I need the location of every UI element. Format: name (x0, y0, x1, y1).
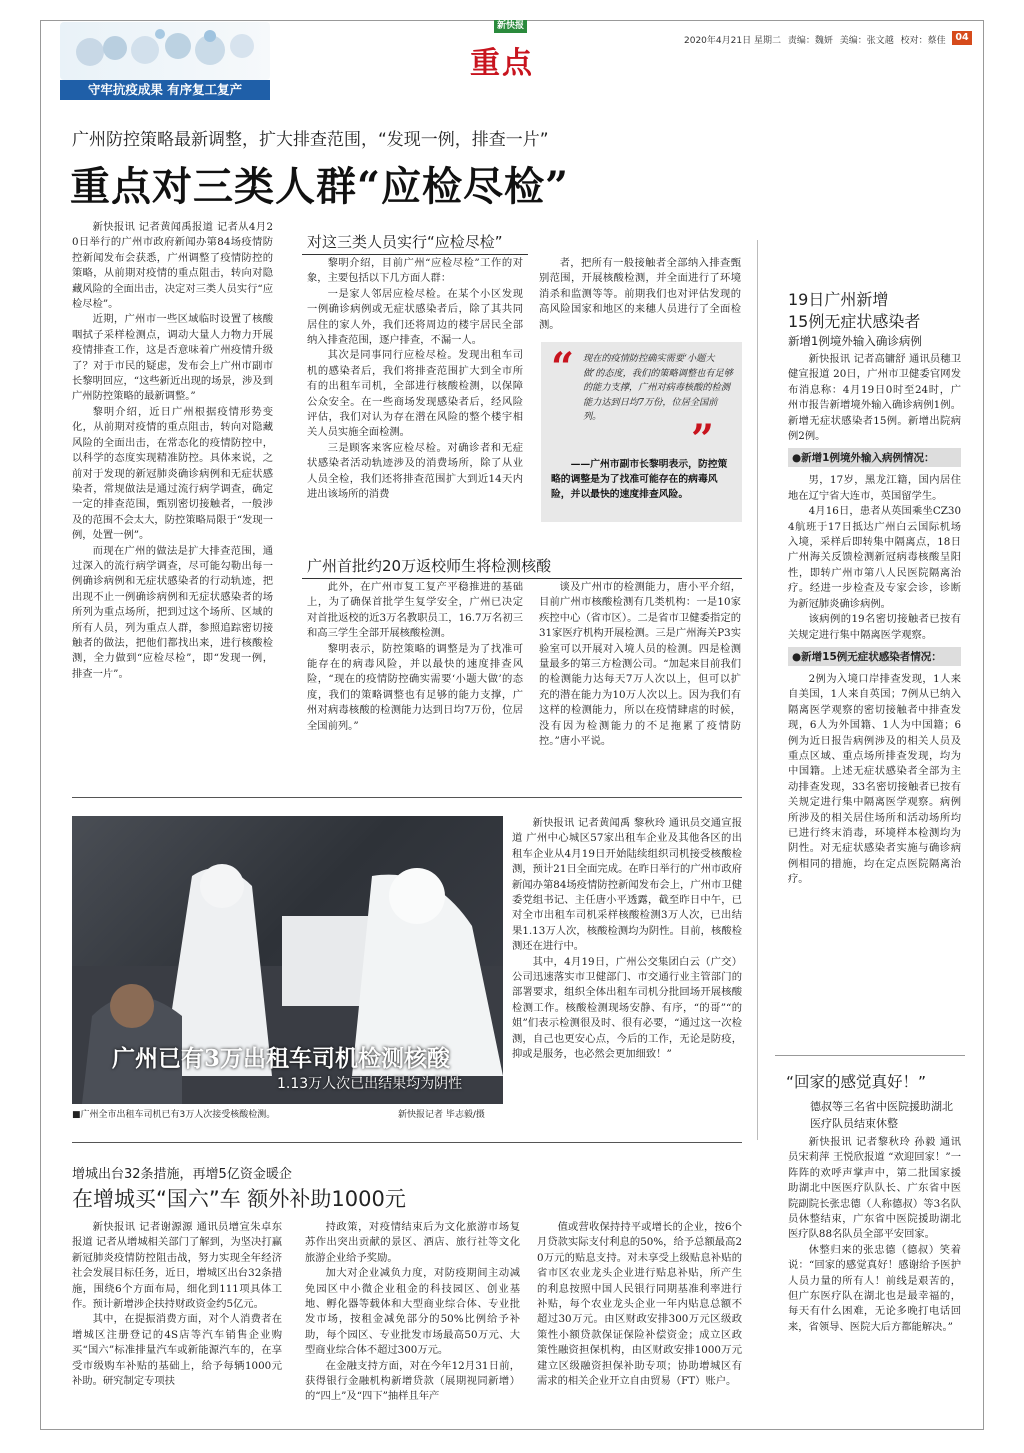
main-col1-p3: 黎明介绍，近日广州根据疫情形势变化，从前期对疫情的重点阻击，转向对隐藏风险的全面出击，在常态化的疫情防控中，以科学的态度实现精准防控。具体来说，之前对于发现的新冠肺炎确诊病例和无症状感染者，常规做法是通过流行病学调查，确定一定的排查范围，甄别密切接触者，一般涉及的范围不会太大，防控策略局限于“发现一例，处置一例”。 (72, 405, 273, 542)
designer: 美编：张文越 (839, 36, 894, 46)
quote-text: 现在的疫情防控确实需要‘小题大做’的态度，我们的策略调整也有足够的能力支撑，广州对病毒核酸的检测能力达到日均7万份，位居全国前列。 (583, 353, 733, 422)
photo-credit: 新快报记者 毕志毅/摄 (398, 1110, 485, 1120)
main-col3 (539, 256, 741, 336)
side1-title-line2: 15例无症状感染者 (788, 312, 921, 331)
side1-box2-heading: ●新增15例无症状感染者情况： (788, 647, 961, 666)
main-col2-p2: 一是家人邻居应检尽检。在某个小区发现一例确诊病例或无症状感染者后，除了其共同居住的家人外，我们还将周边的楼宇居民全部纳入排查范围，逐户排查，不漏一人。 (307, 287, 523, 347)
zengcheng-col2-p1: 持政策，对疫情结束后为文化旅游市场复苏作出突出贡献的景区、酒店、旅行社等文化旅游企业给予奖励。 (305, 1221, 520, 1264)
side2-body (788, 1135, 961, 1420)
main-col2 (307, 256, 523, 536)
side1-p5: 2例为入境口岸排查发现，1人来自美国，1人来自英国；7例从已纳入隔离医学观察的密切接触者中排查发现，6人为外国籍、1人为中国籍；6例为近日报告病例涉及的相关人员及重点区域、重点场所排查发现，均为中国籍。上述无症状感染者全部为主动排查发现，33名密切接触者已按有关规定进行集中隔离医学观察。病例所涉及的相关居住场所和活动场所均已进行终末消毒，环境样本检测均为阴性。对无症状感染者实施与确诊病例相同的措施，均在定点医院隔离治疗。 (788, 672, 961, 886)
quote-close-mark: ” (691, 416, 715, 463)
main-col1-p2: 近期，广州市一些区域临时设置了核酸咽拭子采样检测点，调动大量人力物力开展疫情排查工作，这是否意味着广州疫情升级了？对于市民的疑虑，发布会上广州市副市长黎明回应，“这些新近出现的场景，涉及到广州防控策略的最新调整。” (72, 313, 273, 403)
side1-p2: 男，17岁，黑龙江籍，国内居住地在辽宁省大连市，英国留学生。 (788, 474, 961, 502)
logo-small: 新快报 (494, 20, 527, 33)
side1-title-line1: 19日广州新增 (788, 290, 889, 309)
side1-box1-heading: ●新增1例境外输入病例情况： (788, 448, 961, 467)
main-bottom-rule (72, 797, 742, 798)
main-kicker: 广州防控策略最新调整，扩大排查范围，“发现一例，排查一片” (72, 130, 549, 150)
main-headline: 重点对三类人群“应检尽检” (70, 163, 570, 210)
banner-label: 守牢抗疫成果 有序复工复产 (60, 80, 270, 100)
main-col5 (539, 580, 741, 780)
section2-rule (302, 578, 742, 579)
quote-open-mark: “ (551, 344, 575, 391)
zengcheng-col1-p2: 其中，在提振消费方面，对个人消费者在增城区注册登记的4S店等汽车销售企业购买“国六”标准排量汽车或新能源汽车的，在享受市级购车补贴的基础上，给予每辆1000元补助。研究制定专项扶 (72, 1313, 282, 1388)
taxi-p1: 新快报讯 记者黄闻禹 黎秋玲 通讯员交通宣报道 广州中心城区57家出租车企业及其他各区的出租车企业从4月19日开始陆续组织司机接受核酸检测，预计21日全面完成。在昨日举行的广州市政府新闻办第84场疫情防控新闻发布会上，广州市卫健委党组书记、主任唐小平透露，截至昨日中午，已对全市出租车司机采样核酸检测3万人次，已出结果1.13万人次，核酸检测均为阴性。目前，核酸检测还在进行中。 (512, 817, 742, 953)
zengcheng-kicker: 增城出台32条措施，再增5亿资金暖企 (72, 1167, 292, 1182)
zengcheng-headline: 在增城买“国六”车 额外补助1000元 (72, 1187, 406, 1211)
main-col3-p1: 者，把所有一般接触者全部纳入排查甄别范围，开展核酸检测，并全面进行了环境消杀和监测等等。前期我们也对评估发现的高风险国家和地区的来穗人员进行了全面检测。 (539, 257, 741, 331)
taxi-photo (72, 816, 503, 1104)
side2-title: “回家的感觉真好！” (786, 1073, 927, 1091)
quote-box (541, 342, 742, 522)
photo-subheadline: 1.13万人次已出结果均为阴性 (277, 1076, 463, 1092)
side1-body (788, 352, 961, 1042)
zengcheng-col2 (305, 1220, 520, 1415)
main-col1-p1: 新快报讯 记者黄闻禹报道 记者从4月20日举行的广州市政府新闻办第84场疫情防控新闻发布会获悉，广州调整了疫情防控的策略，从前期对疫情的重点阻击，转向对隐藏风险的全面出击，决定对三类人员实行“应检尽检”。 (72, 221, 273, 311)
side2-subtitle: 德叔等三名省中医院援助湖北医疗队员结束休整 (810, 1100, 953, 1130)
main-col2-p1: 黎明介绍，目前广州“应检尽检”工作的对象，主要包括以下几方面人群： (307, 257, 523, 285)
main-col1-p4: 而现在广州的做法是扩大排查范围，通过深入的流行病学调查，尽可能勾勒出每一例确诊病例和无症状感染者的行动轨迹，把出现不止一例确诊病例和无症状感染者的场所列为重点场所，把到过这个场所、区域的所有人员，列为重点人群，参照追踪密切接触者的做法，把他们都找出来，进行核酸检测，全力做到“应检尽检”，即“发现一例，排查一片”。 (72, 544, 273, 680)
header-info (684, 33, 946, 46)
side1-p1: 新快报讯 记者高镛舒 通讯员穗卫健宣报道 20日，广州市卫健委官网发布消息称：4月19日0时至24时，广州市报告新增境外输入确诊病例1例。新增无症状感染者15例。新增出院病例2例。 (788, 353, 961, 443)
zengcheng-top-rule (72, 1142, 742, 1143)
side1-subtitle: 新增1例境外输入确诊病例 (788, 334, 922, 348)
proofreader: 校对：蔡佳 (900, 36, 946, 46)
main-col1 (72, 220, 273, 780)
page-number: 04 (952, 31, 972, 45)
zengcheng-col1-p1: 新快报讯 记者谢源源 通讯员增宣朱卓东报道 记者从增城相关部门了解到，为坚决打赢新冠肺炎疫情防控阻击战，努力实现全年经济社会发展目标任务，近日，增城区出台32条措施，围绕6个方面布局，细化到111项具体工作。预计新增涉企扶持财政资金约5亿元。 (72, 1221, 282, 1311)
main-col4-p1: 此外，在广州市复工复产平稳推进的基础上，为了确保首批学生复学安全，广州已决定对首批返校的近3万名教职员工，16.7万名初三和高三学生全部开展核酸检测。 (307, 581, 523, 640)
section-title: 重点 (470, 46, 534, 81)
side1-p3: 4月16日，患者从英国乘坐CZ304航班于17日抵达广州白云国际机场入境，采样后即转集中隔离点，18日广州海关反馈检测新冠病毒核酸呈阳性，即转广州市第八人民医院隔离治疗。经进一步检查及专家会诊，诊断为新冠肺炎确诊病例。 (788, 505, 961, 610)
editor: 责编：魏妍 (787, 36, 833, 46)
photo-headline: 广州已有3万出租车司机检测核酸 (112, 1045, 451, 1072)
zengcheng-col2-p3: 在金融支持方面，对在今年12月31日前，获得银行金融机构新增贷款（展期视同新增）的“四上”及“四下”抽样且年产 (305, 1359, 520, 1403)
side1-p4: 该病例的19名密切接触者已按有关规定进行集中隔离医学观察。 (788, 613, 961, 641)
section2-title: 广州首批约20万返校师生将检测核酸 (307, 557, 552, 575)
main-divider-v (757, 240, 758, 1140)
section1-rule (302, 254, 528, 255)
taxi-body (512, 816, 742, 1116)
banner-graphic (60, 22, 270, 80)
section1-title: 对这三类人员实行“应检尽检” (307, 233, 503, 251)
zengcheng-col3 (537, 1220, 742, 1415)
zengcheng-col2-p2: 加大对企业减负力度，对防疫期间主动减免园区中小微企业租金的科技园区、创业基地、孵化器等载体和大型商业综合体、专业批发市场，按租金减免部分的50%比例给予补助，每个园区、专业批发市场最高50万元、大型商业综合体不超过300万元。 (305, 1267, 520, 1357)
zengcheng-col1 (72, 1220, 282, 1415)
main-col5-p1: 谈及广州市的检测能力，唐小平介绍，目前广州市核酸检测有几类机构：一是10家疾控中心（省市区）。二是省市卫健委指定的31家医疗机构开展检测。三是广州海关P3实验室可以开展对入境人员的检测。四是检测量最多的第三方检测公司。“加起来目前我们的检测能力达每天7万人次以上，但可以扩充的潜在能力为10万人次以上。因为我们有这样的检测能力，所以在疫情肆虐的时候，没有因为检测能力的不足拖累了疫情防控。”唐小平说。 (539, 581, 741, 748)
taxi-p2: 其中，4月19日，广州公交集团白云（广交）公司迅速落实市卫健部门、市交通行业主管部门的部署要求，组织全体出租车司机分批回场开展核酸检测工作。核酸检测现场安静、有序，“的哥”“的姐”们表示检测很及时、很有必要，“通过这一次检测，自己也更安心点，今后的工作，无论是防疫，抑或是服务，也必然会更加细致！” (512, 955, 742, 1061)
side2-p1: 新快报讯 记者黎秋玲 孙毅 通讯员宋莉萍 王悦欣报道 “欢迎回家！”一阵阵的欢呼声掌声中，第二批国家援助湖北中医医疗队队长、广东省中医院副院长张忠德（人称德叔）等3名队员休整结束，广东省中医院援助湖北医疗队88名队员全部平安回家。 (788, 1136, 961, 1241)
zengcheng-col3-p1: 值或营收保持持平或增长的企业，按6个月贷款实际支付利息的50%，给予总额最高20万元的贴息支持。对未享受上级贴息补贴的省市区农业龙头企业进行贴息补贴，所产生的利息按照中国人民银行同期基准利率进行补贴，每个农业龙头企业一年内贴息总额不超过30万元。由区财政安排300万元区级政策性小额贷款保证保险补偿资金；成立区政策性融资担保机构，由区财政安排1000万元建立区级融资担保补助专项；协助增城区有需求的相关企业开立自由贸易（FT）账户。 (537, 1221, 742, 1388)
side2-top-rule (775, 1055, 965, 1056)
main-col4 (307, 580, 523, 780)
main-col2-p3: 其次是同事同行应检尽检。发现出租车司机的感染者后，我们将排查范围扩大到全市所有的出租车司机，全部进行核酸检测，以保障公众安全。在一些商场发现感染者后，经风险评估，我们对认为存在潜在风险的整个楼宇相关人员实施全面检测。 (307, 349, 523, 439)
main-col2-p4: 三是顾客来客应检尽检。对确诊者和无症状感染者活动轨迹涉及的消费场所，除了从业人员全检，我们还将排查范围扩大到近14天内进出该场所的消费 (307, 441, 523, 501)
medical-staff-illustration (60, 22, 270, 80)
main-col4-p2: 黎明表示，防控策略的调整是为了找准可能存在的病毒风险，并以最快的速度排查风险，“现在的疫情防控确实需要‘小题大做’的态度，我们的策略调整也有足够的能力支撑，广州对病毒核酸的检测能力达到日均7万份，位居全国前列。” (307, 642, 523, 732)
side2-p2: 休整归来的张忠德（德叔）笑着说：“回家的感觉真好！感谢给予医护人员力量的所有人！前线是艰苦的，但广东医疗队在湖北也是最幸福的，每天有什么困难，无论多晚打电话回来，省领导、医院大后方都能解决。” (788, 1243, 961, 1333)
quote-source: ——广州市副市长黎明表示，防控策略的调整是为了找准可能存在的病毒风险，并以最快的速度排查风险。 (551, 459, 728, 500)
date-line: 2020年4月21日 星期二 (684, 36, 781, 46)
photo-caption: ■广州全市出租车司机已有3万人次接受核酸检测。 (72, 1110, 276, 1120)
